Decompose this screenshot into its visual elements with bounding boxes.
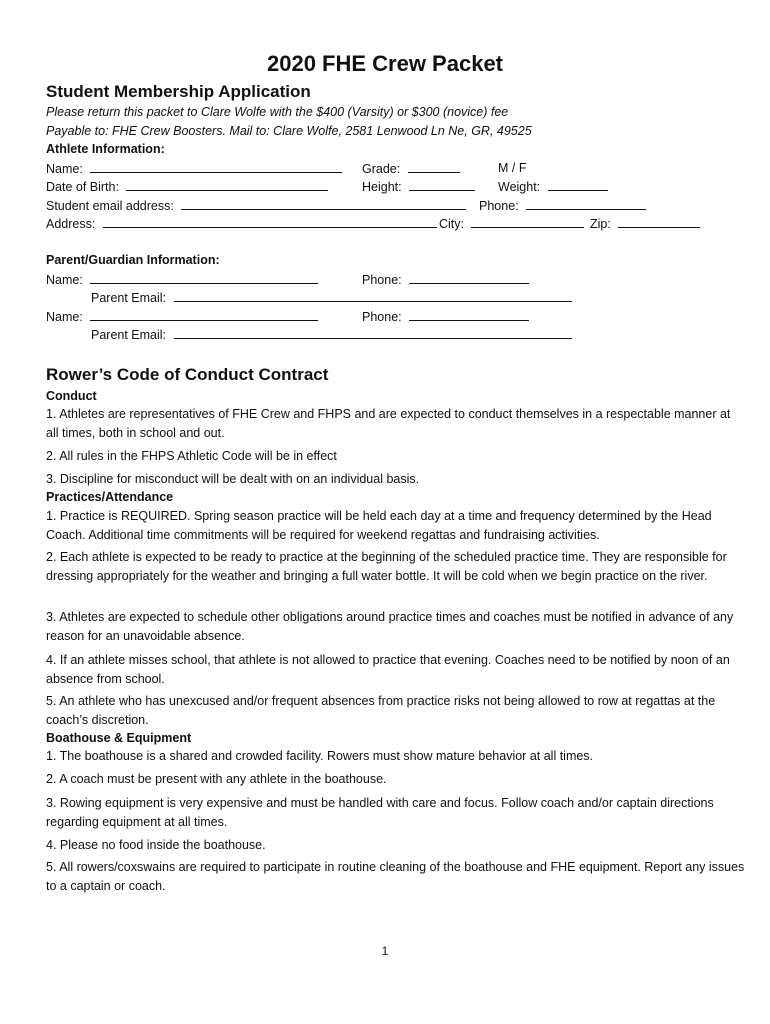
- page-number: 1: [381, 944, 389, 958]
- dob-label: Date of Birth:: [46, 180, 119, 194]
- contract-heading: Rower’s Code of Conduct Contract: [46, 365, 329, 384]
- athlete-name-field[interactable]: [46, 161, 342, 176]
- student-phone-field[interactable]: [479, 198, 646, 213]
- boathouse-item-3: 3. Rowing equipment is very expensive and must be handled with care and focus. Follow coach and/or captain directions regarding equipment at all times.: [46, 796, 714, 829]
- grade-line[interactable]: [408, 161, 460, 173]
- zip-line[interactable]: [618, 216, 700, 228]
- parent1-name-label: Name:: [46, 273, 83, 287]
- practice-item-5: 5. An athlete who has unexcused and/or frequent absences from practice risks not being allowed to row at regattas at the coach’s discretion.: [46, 694, 716, 727]
- parent1-name-line[interactable]: [90, 272, 318, 284]
- parent2-name-label: Name:: [46, 310, 83, 324]
- student-phone-line[interactable]: [526, 198, 646, 210]
- practice-item-4: 4. If an athlete misses school, that athlete is not allowed to practice that evening. Coaches need to be notified by noon of an absence from school.: [46, 653, 730, 686]
- weight-field[interactable]: [498, 179, 608, 194]
- athlete-name-line[interactable]: [90, 161, 342, 173]
- zip-field[interactable]: [590, 216, 700, 231]
- boathouse-item-5: 5. All rowers/coxswains are required to participate in routine cleaning of the boathouse and FHE equipment. Report any issues to a captain or coach.: [46, 860, 745, 893]
- payment-note: Payable to: FHE Crew Boosters. Mail to: Clare Wolfe, 2581 Lenwood Ln Ne, GR, 49525: [46, 124, 532, 138]
- student-phone-label: Phone:: [479, 199, 519, 213]
- dob-field[interactable]: [46, 179, 328, 194]
- parent2-email-line[interactable]: [174, 327, 572, 339]
- city-field[interactable]: [439, 216, 584, 231]
- parent1-name-field[interactable]: [46, 272, 318, 287]
- address-line[interactable]: [103, 216, 437, 228]
- zip-label: Zip:: [590, 217, 611, 231]
- boathouse-item-2: 2. A coach must be present with any athlete in the boathouse.: [46, 772, 387, 786]
- student-email-field[interactable]: [46, 198, 466, 213]
- document-title: 2020 FHE Crew Packet: [266, 51, 504, 76]
- city-line[interactable]: [471, 216, 584, 228]
- grade-field[interactable]: [362, 161, 460, 176]
- city-label: City:: [439, 217, 464, 231]
- parent1-phone-line[interactable]: [409, 272, 529, 284]
- height-label: Height:: [362, 180, 402, 194]
- parent2-phone-field[interactable]: [362, 309, 529, 324]
- athlete-name-label: Name:: [46, 162, 83, 176]
- parent2-name-line[interactable]: [90, 309, 318, 321]
- practices-heading: Practices/Attendance: [46, 490, 174, 504]
- weight-label: Weight:: [498, 180, 541, 194]
- conduct-item-2: 2. All rules in the FHPS Athletic Code will be in effect: [46, 449, 337, 463]
- parent1-phone-field[interactable]: [362, 272, 529, 287]
- practice-item-2: 2. Each athlete is expected to be ready to practice at the beginning of the scheduled practice time. They are responsible for dressing appropriately for the weather and bringing a full water bottle. It will be cold when we begin practice on the river.: [46, 550, 727, 583]
- parent2-email-label: Parent Email:: [91, 328, 167, 342]
- gender-field[interactable]: M / F: [498, 161, 527, 175]
- athlete-info-heading: Athlete Information:: [46, 142, 165, 156]
- address-label: Address:: [46, 217, 96, 231]
- conduct-heading: Conduct: [46, 389, 97, 403]
- practice-item-1: 1. Practice is REQUIRED. Spring season practice will be held each day at a time and frequency determined by the Head Coach. Additional time commitments will be required for weekend regattas and fundraising activities.: [46, 509, 712, 542]
- parent2-email-field[interactable]: [91, 327, 572, 342]
- boathouse-heading: Boathouse & Equipment: [46, 731, 192, 745]
- student-email-label: Student email address:: [46, 199, 174, 213]
- return-note: Please return this packet to Clare Wolfe with the $400 (Varsity) or $300 (novice) fee: [46, 105, 509, 119]
- height-line[interactable]: [409, 179, 475, 191]
- application-heading: Student Membership Application: [46, 82, 311, 101]
- conduct-item-1: 1. Athletes are representatives of FHE Crew and FHPS and are expected to conduct themselves in a respectable manner at all times, both in school and out.: [46, 407, 731, 440]
- parent1-email-field[interactable]: [91, 290, 572, 305]
- student-email-line[interactable]: [181, 198, 466, 210]
- weight-line[interactable]: [548, 179, 608, 191]
- height-field[interactable]: [362, 179, 475, 194]
- boathouse-item-4: 4. Please no food inside the boathouse.: [46, 838, 266, 852]
- parent1-email-label: Parent Email:: [91, 291, 167, 305]
- address-field[interactable]: [46, 216, 437, 231]
- practice-item-3: 3. Athletes are expected to schedule other obligations around practice times and coaches must be notified in advance of any reason for an unavoidable absence.: [46, 610, 734, 643]
- parent2-name-field[interactable]: [46, 309, 318, 324]
- parent2-phone-line[interactable]: [409, 309, 529, 321]
- conduct-item-3: 3. Discipline for misconduct will be dealt with on an individual basis.: [46, 472, 420, 486]
- guardian-info-heading: Parent/Guardian Information:: [46, 253, 220, 267]
- dob-line[interactable]: [126, 179, 328, 191]
- parent1-email-line[interactable]: [174, 290, 572, 302]
- parent1-phone-label: Phone:: [362, 273, 402, 287]
- parent2-phone-label: Phone:: [362, 310, 402, 324]
- grade-label: Grade:: [362, 162, 401, 176]
- boathouse-item-1: 1. The boathouse is a shared and crowded facility. Rowers must show mature behavior at all times.: [46, 749, 594, 763]
